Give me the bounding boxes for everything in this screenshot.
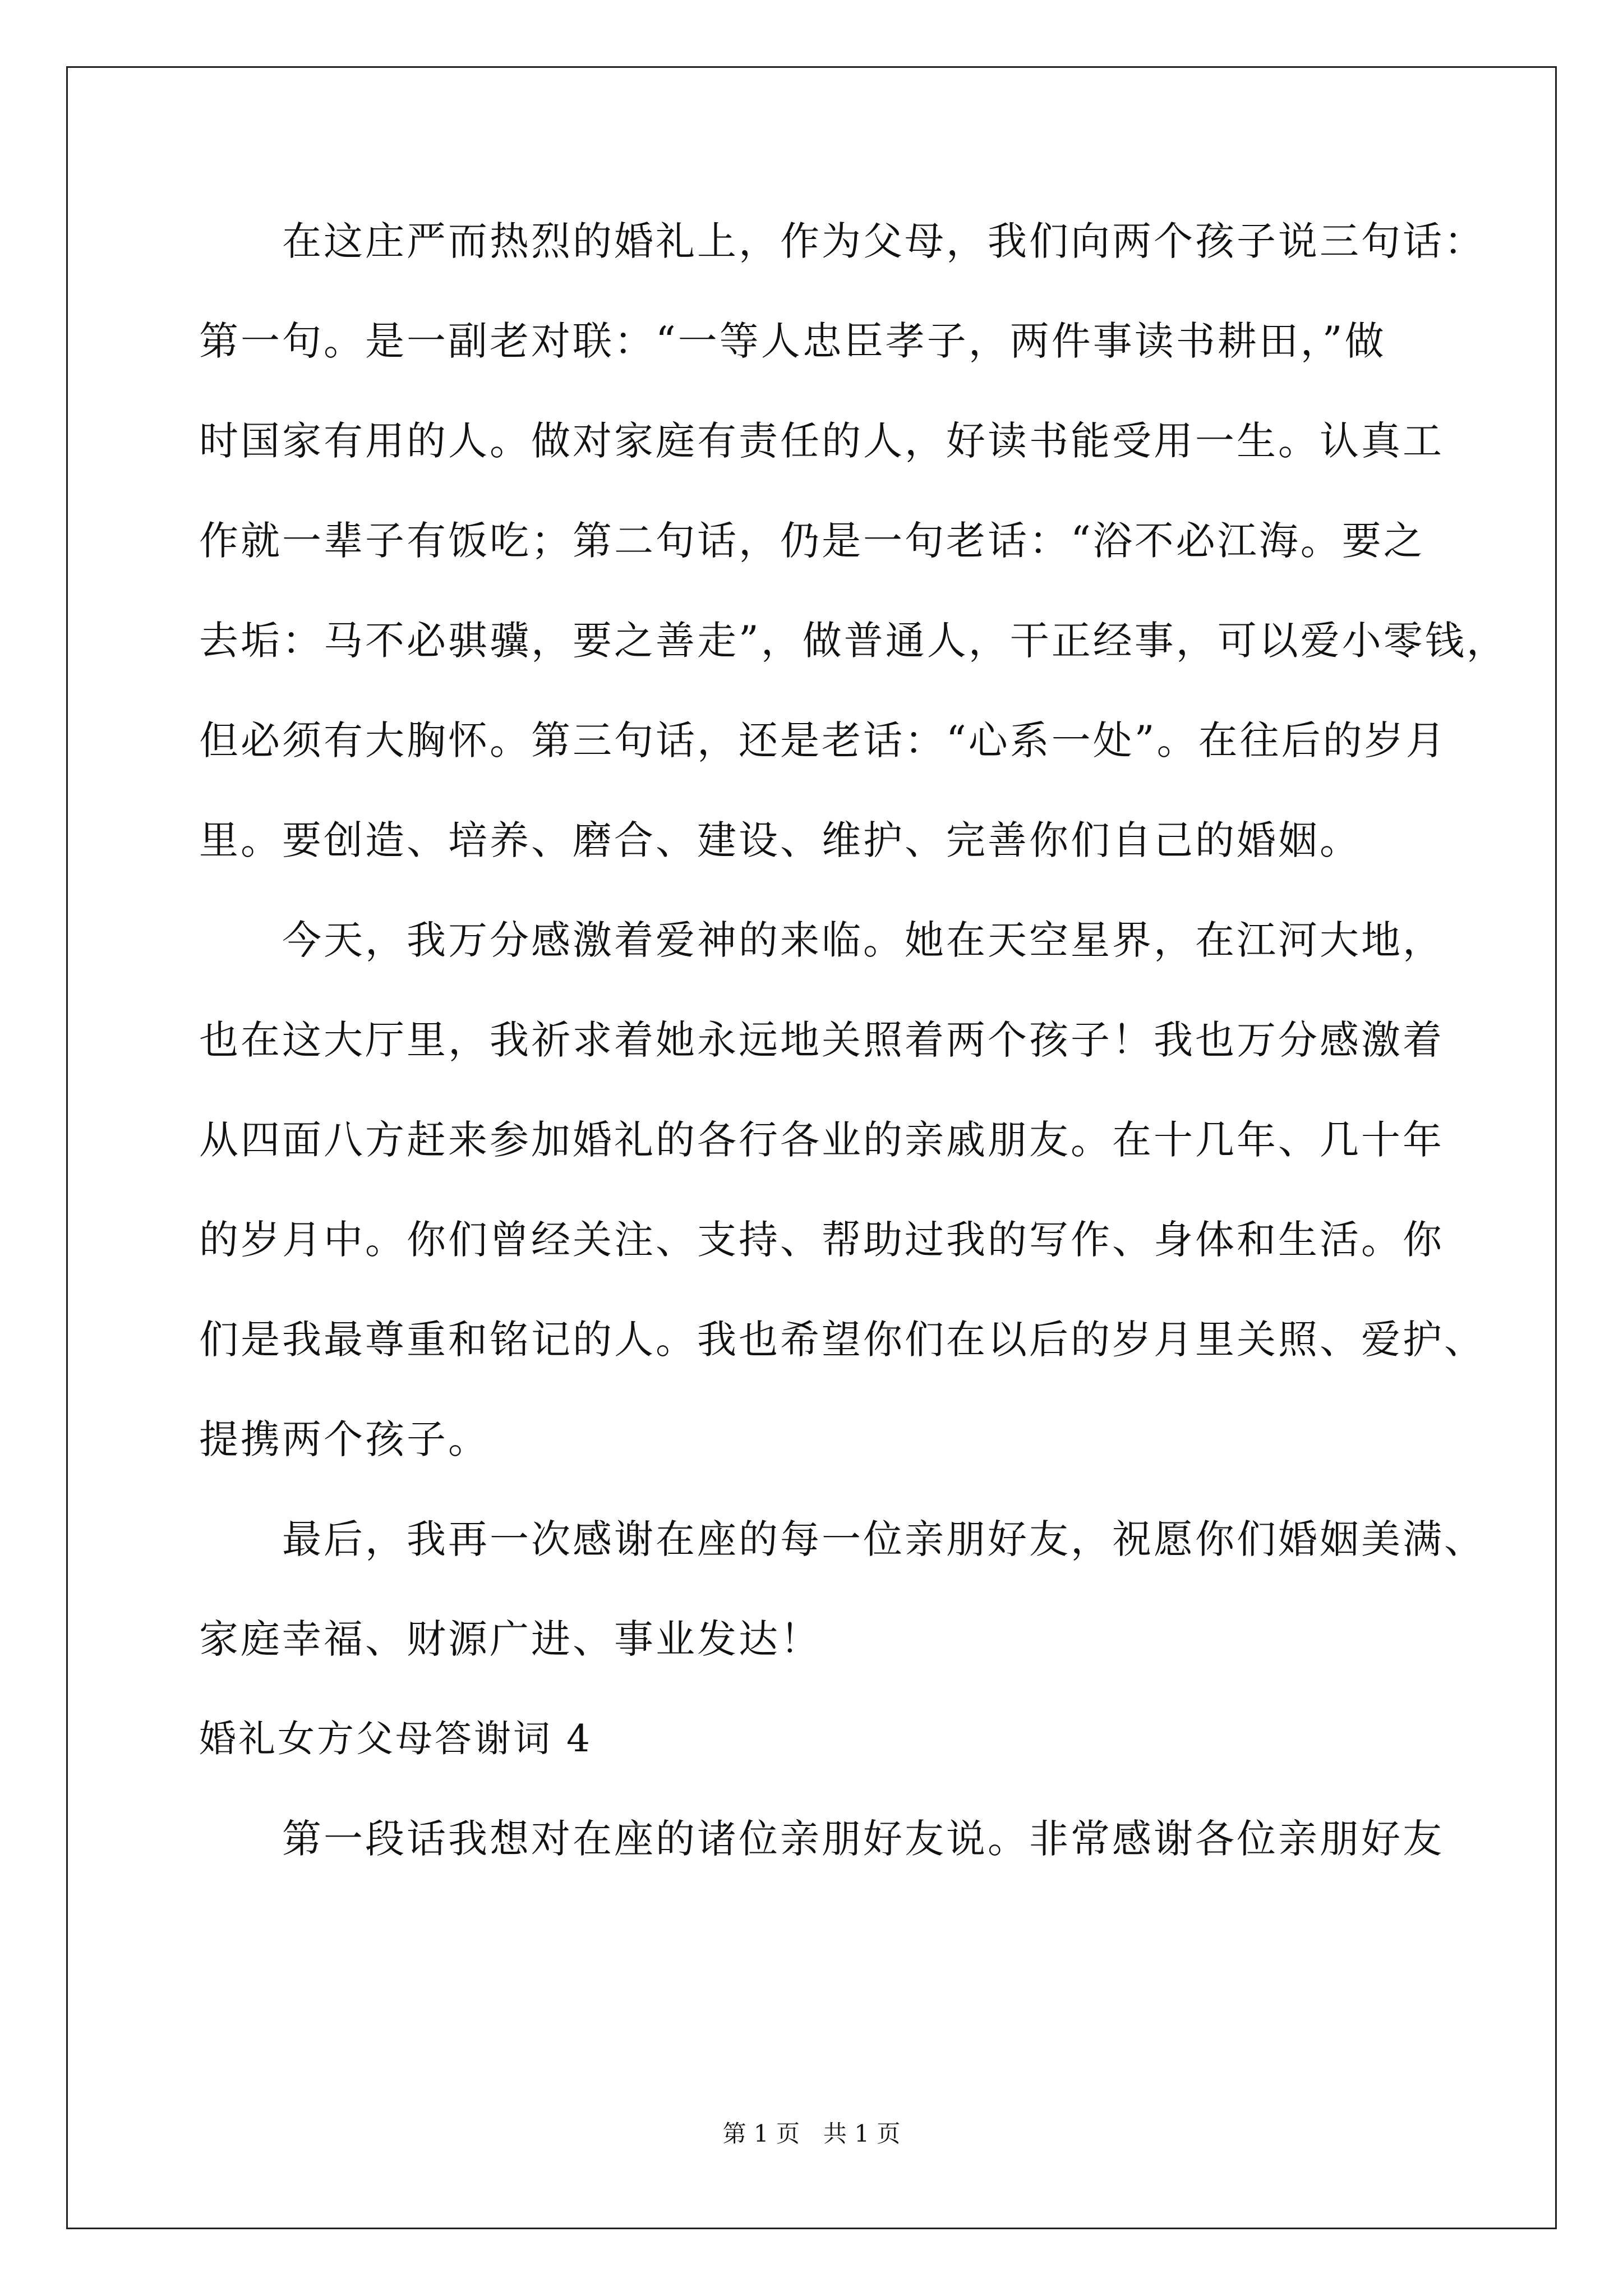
paragraph-line: 在这庄严而热烈的婚礼上，作为父母，我们向两个孩子说三句话： [282,218,1486,264]
paragraph-line: 第一句。是一副老对联：“一等人忠臣孝子，两件事读书耕田，”做 [199,318,1386,364]
paragraph-line: 提携两个孩子。 [199,1416,490,1462]
paragraph-line: 作就一辈子有饭吃；第二句话，仍是一句老话：“浴不必江海。要之 [199,518,1425,564]
paragraph-line: 从四面八方赶来参加婚礼的各行各业的亲戚朋友。在十几年、几十年 [199,1117,1444,1163]
paragraph-line: 里。要创造、培养、磨合、建设、维护、完善你们自己的婚姻。 [199,817,1361,863]
paragraph-line: 第一段话我想对在座的诸位亲朋好友说。非常感谢各位亲朋好友 [282,1816,1444,1862]
section-heading: 婚礼女方父母答谢词 4 [199,1717,592,1760]
paragraph-line: 的岁月中。你们曾经关注、支持、帮助过我的写作、身体和生活。你 [199,1217,1444,1263]
paragraph-line: 时国家有用的人。做对家庭有责任的人，好读书能受用一生。认真工 [199,418,1444,464]
paragraph-line: 家庭幸福、财源广进、事业发达！ [199,1616,822,1662]
page-number-footer: 第 1 页 共 1 页 [722,2120,901,2147]
paragraph-line: 今天，我万分感激着爱神的来临。她在天空星界，在江河大地， [282,917,1444,963]
paragraph-line: 最后，我再一次感谢在座的每一位亲朋好友，祝愿你们婚姻美满、 [282,1516,1486,1562]
paragraph-line: 去垢：马不必骐骥，要之善走”，做普通人，干正经事，可以爱小零钱， [199,618,1508,664]
paragraph-line: 但必须有大胸怀。第三句话，还是老话：“心系一处”。在往后的岁月 [199,717,1447,763]
paragraph-line: 也在这大厅里，我祈求着她永远地关照着两个孩子！我也万分感激着 [199,1017,1444,1063]
paragraph-line: 们是我最尊重和铭记的人。我也希望你们在以后的岁月里关照、爱护、 [199,1317,1486,1363]
